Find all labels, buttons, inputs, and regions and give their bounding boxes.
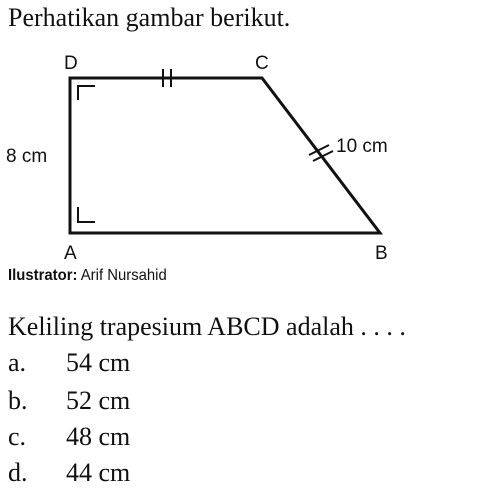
option-value: 52 cm <box>66 386 131 415</box>
illustrator-label: Ilustrator: <box>8 267 78 284</box>
answer-option-d[interactable] <box>8 457 130 489</box>
question-text: Keliling trapesium ABCD adalah . . . . <box>8 312 406 341</box>
side-label-bc: 10 cm <box>336 136 388 157</box>
option-value: 44 cm <box>66 458 131 487</box>
right-angle-mark-a <box>78 207 95 222</box>
option-letter: a. <box>8 348 27 377</box>
side-label-ad: 8 cm <box>6 146 48 167</box>
answer-option-c[interactable] <box>8 421 130 453</box>
answer-option-b[interactable] <box>8 385 130 417</box>
answer-option-a[interactable] <box>8 347 130 379</box>
option-value: 54 cm <box>66 348 131 377</box>
option-value: 48 cm <box>66 422 131 451</box>
option-letter: b. <box>8 386 28 415</box>
right-angle-mark-d <box>78 86 95 100</box>
vertex-label-d: D <box>64 53 78 74</box>
vertex-label-a: A <box>64 243 77 264</box>
illustrator-name: Arif Nursahid <box>80 267 167 284</box>
illustrator-credit <box>8 266 167 286</box>
option-letter: c. <box>8 422 27 451</box>
vertex-label-b: B <box>375 243 388 264</box>
trapezoid-abcd <box>70 78 380 233</box>
intro-text: Perhatikan gambar berikut. <box>8 3 291 32</box>
option-letter: d. <box>8 458 28 487</box>
vertex-label-c: C <box>255 53 269 74</box>
